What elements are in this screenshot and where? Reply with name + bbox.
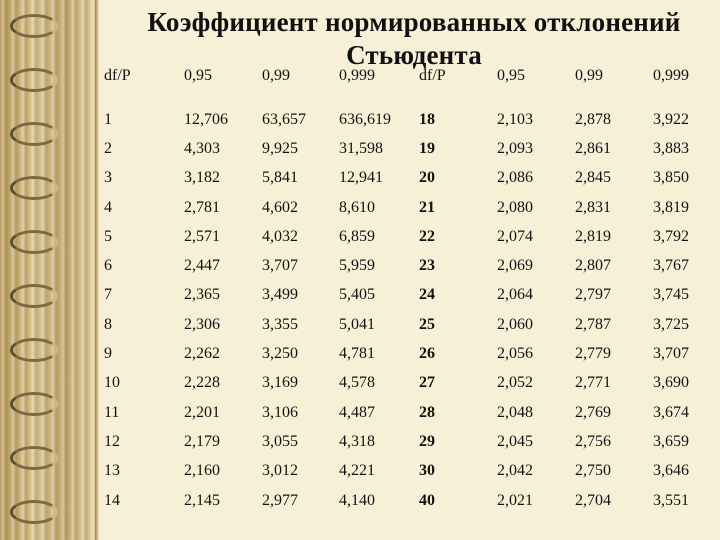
table-cell: 8,610	[339, 198, 375, 216]
table-row	[104, 486, 713, 515]
table-cell: 2,750	[575, 462, 611, 480]
table-cell: 3,182	[184, 169, 220, 187]
table-cell: 4,487	[339, 403, 375, 421]
table-cell: 2,977	[262, 491, 298, 509]
table-cell: 5,405	[339, 286, 375, 304]
table-cell: 2,781	[184, 198, 220, 216]
binder-ring-icon	[10, 230, 58, 254]
table-cell: 3,012	[262, 462, 298, 480]
table-cell: 3	[104, 169, 112, 187]
table-cell: 2,797	[575, 286, 611, 304]
table-cell: 3,499	[262, 286, 298, 304]
binder-ring-icon	[10, 122, 58, 146]
table-cell: 4,032	[262, 227, 298, 245]
table-row	[104, 222, 713, 251]
binder-ring-icon	[10, 446, 58, 470]
column-header: 0,95	[497, 67, 525, 84]
table-cell: 11	[104, 403, 120, 421]
table-cell: 4,140	[339, 491, 375, 509]
binder-rings	[0, 0, 99, 540]
column-header: 0,999	[653, 67, 689, 84]
table-cell: 2,756	[575, 432, 611, 450]
table-cell: 12,706	[184, 110, 228, 128]
table-cell: 4,578	[339, 374, 375, 392]
table-cell: 2,771	[575, 374, 611, 392]
table-cell: 3,792	[653, 227, 689, 245]
table-cell: 6,859	[339, 227, 375, 245]
table-cell: 5,041	[339, 315, 375, 333]
table-cell: 12,941	[339, 169, 383, 187]
table-cell: 19	[419, 139, 435, 157]
student-t-table	[104, 58, 713, 515]
table-row	[104, 164, 713, 193]
table-cell: 10	[104, 374, 120, 392]
column-header: 0,99	[575, 67, 603, 84]
table-cell: 22	[419, 227, 435, 245]
binder-ring-icon	[10, 284, 58, 308]
table-cell: 636,619	[339, 110, 391, 128]
column-header: df/P	[419, 67, 446, 84]
table-cell: 3,767	[653, 257, 689, 275]
table-cell: 2,093	[497, 139, 533, 157]
table-cell: 5,841	[262, 169, 298, 187]
table-cell: 3,922	[653, 110, 689, 128]
table-cell: 2,807	[575, 257, 611, 275]
table-cell: 3,250	[262, 345, 298, 363]
table-row	[104, 339, 713, 368]
table-cell: 2,228	[184, 374, 220, 392]
binder-ring-icon	[10, 14, 58, 38]
table-row	[104, 427, 713, 456]
table-cell: 2,769	[575, 403, 611, 421]
table-cell: 31,598	[339, 139, 383, 157]
table-cell: 2,074	[497, 227, 533, 245]
table-cell: 3,690	[653, 374, 689, 392]
table-cell: 2,831	[575, 198, 611, 216]
table-cell: 2,042	[497, 462, 533, 480]
table-cell: 3,745	[653, 286, 689, 304]
table-cell: 20	[419, 169, 435, 187]
table-cell: 2,819	[575, 227, 611, 245]
table-cell: 2,861	[575, 139, 611, 157]
table-row	[104, 398, 713, 427]
binder-ring-icon	[10, 68, 58, 92]
table-cell: 3,106	[262, 403, 298, 421]
table-cell: 2,048	[497, 403, 533, 421]
table-cell: 2,060	[497, 315, 533, 333]
table-cell: 3,674	[653, 403, 689, 421]
table-row	[104, 310, 713, 339]
table-row	[104, 457, 713, 486]
table-cell: 5,959	[339, 257, 375, 275]
table-cell: 21	[419, 198, 435, 216]
table-cell: 24	[419, 286, 435, 304]
table-cell: 2,571	[184, 227, 220, 245]
table-row	[104, 134, 713, 163]
table-cell: 3,707	[653, 345, 689, 363]
table-cell: 2,021	[497, 491, 533, 509]
table-cell: 2,045	[497, 432, 533, 450]
table-cell: 12	[104, 432, 120, 450]
binder-ring-icon	[10, 392, 58, 416]
table-cell: 4,318	[339, 432, 375, 450]
table-cell: 8	[104, 315, 112, 333]
table-cell: 2,080	[497, 198, 533, 216]
table-cell: 9,925	[262, 139, 298, 157]
table-row	[104, 251, 713, 280]
column-header: 0,999	[339, 67, 375, 84]
table-cell: 2,779	[575, 345, 611, 363]
table-cell: 2,145	[184, 491, 220, 509]
table-cell: 2,262	[184, 345, 220, 363]
table-cell: 4,602	[262, 198, 298, 216]
table-cell: 1	[104, 110, 112, 128]
table-cell: 2,179	[184, 432, 220, 450]
table-cell: 3,883	[653, 139, 689, 157]
table-row	[104, 193, 713, 222]
binder-ring-icon	[10, 338, 58, 362]
table-cell: 3,055	[262, 432, 298, 450]
table-cell: 29	[419, 432, 435, 450]
table-cell: 2,845	[575, 169, 611, 187]
table-cell: 6	[104, 257, 112, 275]
table-cell: 2,064	[497, 286, 533, 304]
table-cell: 23	[419, 257, 435, 275]
table-cell: 4,221	[339, 462, 375, 480]
table-cell: 18	[419, 110, 435, 128]
table-cell: 2,447	[184, 257, 220, 275]
table-cell: 3,707	[262, 257, 298, 275]
table-cell: 4,303	[184, 139, 220, 157]
table-cell: 2,160	[184, 462, 220, 480]
column-header: 0,95	[184, 67, 212, 84]
table-cell: 25	[419, 315, 435, 333]
table-cell: 3,169	[262, 374, 298, 392]
table-cell: 2,878	[575, 110, 611, 128]
title-line-2: Стьюдента	[346, 40, 482, 70]
table-cell: 3,725	[653, 315, 689, 333]
table-row	[104, 369, 713, 398]
table-cell: 30	[419, 462, 435, 480]
table-cell: 2,069	[497, 257, 533, 275]
table-cell: 3,850	[653, 169, 689, 187]
table-cell: 14	[104, 491, 120, 509]
table-cell: 26	[419, 345, 435, 363]
table-cell: 2	[104, 139, 112, 157]
table-cell: 7	[104, 286, 112, 304]
table-cell: 13	[104, 462, 120, 480]
table-row	[104, 105, 713, 134]
binder-ring-icon	[10, 176, 58, 200]
table-header-row	[104, 58, 713, 94]
table-cell: 2,052	[497, 374, 533, 392]
table-cell: 2,086	[497, 169, 533, 187]
table-cell: 2,201	[184, 403, 220, 421]
table-cell: 3,551	[653, 491, 689, 509]
table-cell: 3,659	[653, 432, 689, 450]
table-cell: 2,306	[184, 315, 220, 333]
table-cell: 2,787	[575, 315, 611, 333]
table-cell: 63,657	[262, 110, 306, 128]
table-cell: 9	[104, 345, 112, 363]
table-cell: 3,819	[653, 198, 689, 216]
header-spacer	[104, 94, 713, 105]
table-cell: 27	[419, 374, 435, 392]
table-cell: 3,355	[262, 315, 298, 333]
table-cell: 3,646	[653, 462, 689, 480]
table-cell: 2,056	[497, 345, 533, 363]
table-cell: 4,781	[339, 345, 375, 363]
column-header: 0,99	[262, 67, 290, 84]
table-cell: 4	[104, 198, 112, 216]
table-cell: 5	[104, 227, 112, 245]
table-cell: 2,365	[184, 286, 220, 304]
table-cell: 28	[419, 403, 435, 421]
title-line-1: Коэффициент нормированных отклонений	[147, 7, 681, 37]
column-header: df/P	[104, 67, 131, 84]
table-cell: 40	[419, 491, 435, 509]
table-cell: 2,103	[497, 110, 533, 128]
table-row	[104, 281, 713, 310]
table-cell: 2,704	[575, 491, 611, 509]
binder-ring-icon	[10, 500, 58, 524]
